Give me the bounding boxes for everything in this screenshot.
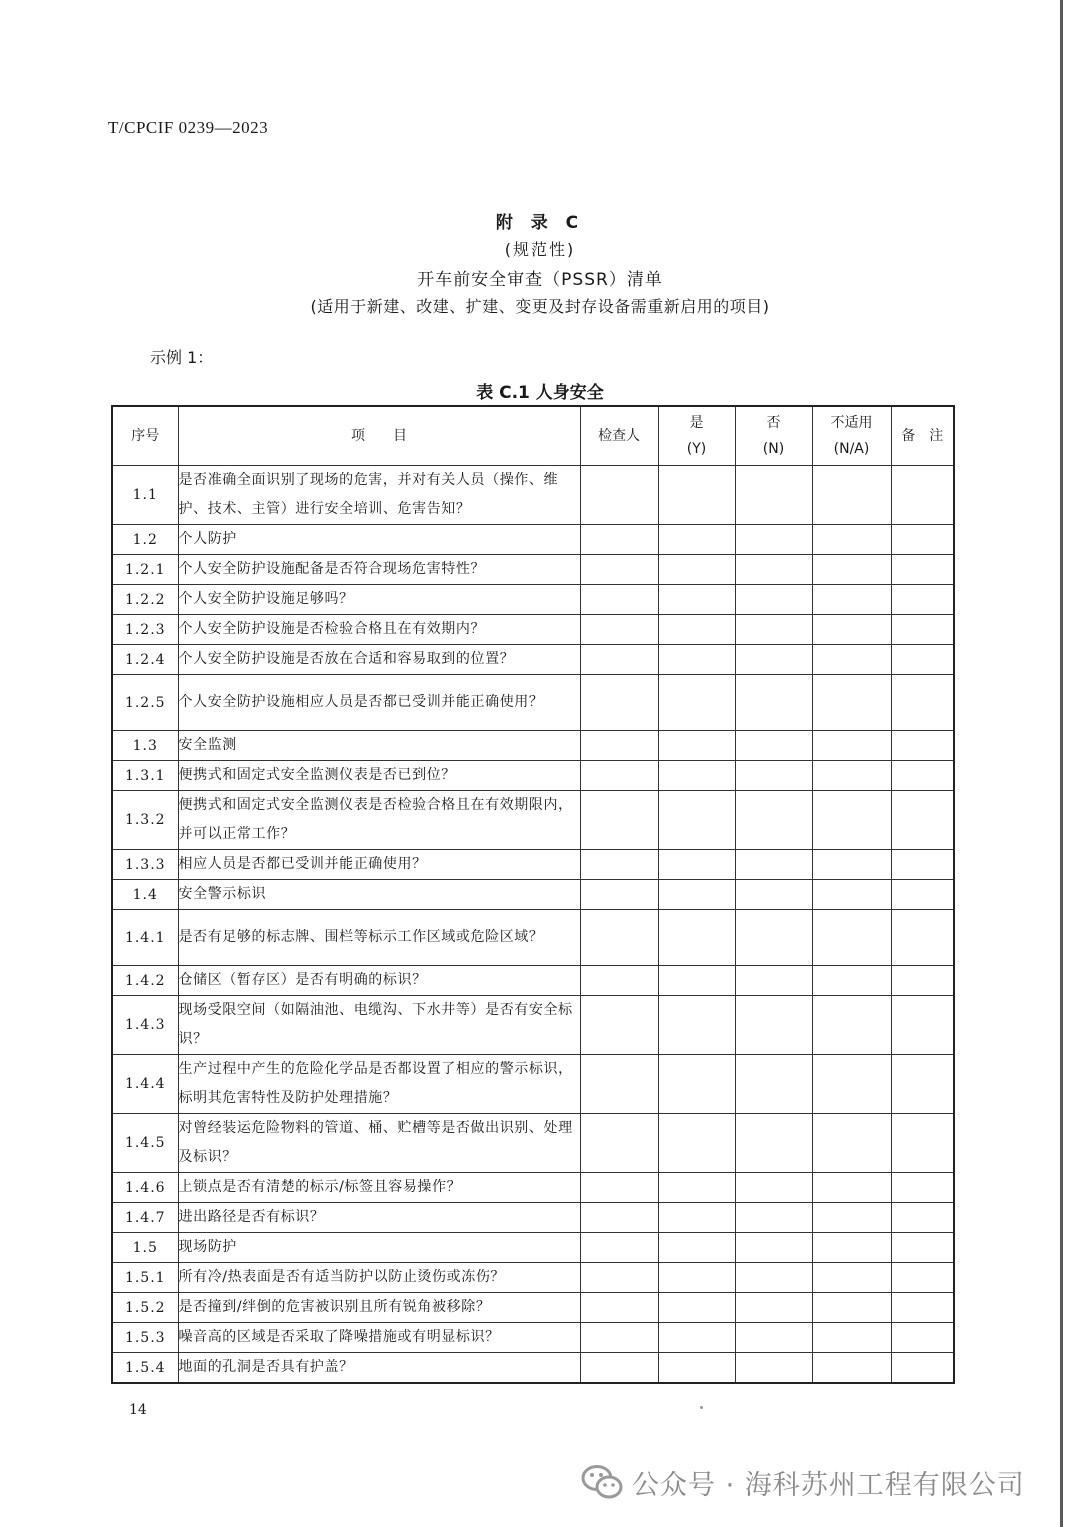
no-cell[interactable] (735, 645, 812, 675)
na-cell[interactable] (812, 675, 891, 731)
yes-cell[interactable] (658, 850, 735, 880)
yes-cell[interactable] (658, 1353, 735, 1384)
no-cell[interactable] (735, 675, 812, 731)
header-na-code: (N/A) (833, 441, 870, 457)
no-cell[interactable] (735, 1114, 812, 1173)
row-item-text: 个人安全防护设施是否放在合适和容易取到的位置？ (178, 645, 580, 675)
row-number: 1.3 (112, 731, 178, 761)
na-cell[interactable] (812, 585, 891, 615)
na-cell[interactable] (812, 466, 891, 525)
checker-cell[interactable] (580, 1173, 658, 1203)
checker-cell[interactable] (580, 525, 658, 555)
table-row (112, 1353, 954, 1384)
appendix-heading: 附 录 C (495, 213, 585, 233)
row-number: 1.2.4 (112, 645, 178, 675)
header-na (812, 406, 891, 466)
header-no: 序号 (112, 406, 178, 466)
row-item-text: 安全警示标识 (178, 880, 580, 910)
yes-cell[interactable] (658, 1173, 735, 1203)
table-row (112, 1203, 954, 1233)
yes-cell[interactable] (658, 466, 735, 525)
no-cell[interactable] (735, 615, 812, 645)
note-cell[interactable] (891, 910, 954, 966)
note-cell[interactable] (891, 996, 954, 1055)
checklist-title: 开车前安全审查（PSSR）清单 (417, 270, 663, 290)
na-cell[interactable] (812, 615, 891, 645)
no-cell[interactable] (735, 555, 812, 585)
note-cell[interactable] (891, 466, 954, 525)
no-cell[interactable] (735, 791, 812, 850)
row-number: 1.2 (112, 525, 178, 555)
table-header-row (112, 406, 954, 466)
checker-cell[interactable] (580, 996, 658, 1055)
yes-cell[interactable] (658, 645, 735, 675)
row-number: 1.4.2 (112, 966, 178, 996)
table-row (112, 555, 954, 585)
yes-cell[interactable] (658, 1293, 735, 1323)
table-row (112, 615, 954, 645)
checker-cell[interactable] (580, 1233, 658, 1263)
checker-cell[interactable] (580, 1293, 658, 1323)
header-no-answer (735, 406, 812, 466)
row-item-text: 地面的孔洞是否具有护盖？ (178, 1353, 580, 1384)
note-cell[interactable] (891, 880, 954, 910)
na-cell[interactable] (812, 1173, 891, 1203)
watermark-text: 公众号 · 海科苏州工程有限公司 (632, 1469, 1025, 1501)
header-checker: 检查人 (580, 406, 658, 466)
no-cell[interactable] (735, 585, 812, 615)
checker-cell[interactable] (580, 880, 658, 910)
row-number: 1.2.1 (112, 555, 178, 585)
na-cell[interactable] (812, 996, 891, 1055)
table-row (112, 880, 954, 910)
header-no-label: 否 (766, 415, 781, 431)
checker-cell[interactable] (580, 731, 658, 761)
yes-cell[interactable] (658, 525, 735, 555)
table-row (112, 1055, 954, 1114)
no-cell[interactable] (735, 850, 812, 880)
row-number: 1.3.2 (112, 791, 178, 850)
checker-cell[interactable] (580, 1323, 658, 1353)
checker-cell[interactable] (580, 615, 658, 645)
na-cell[interactable] (812, 555, 891, 585)
table-row (112, 645, 954, 675)
checker-cell[interactable] (580, 1263, 658, 1293)
note-cell[interactable] (891, 1114, 954, 1173)
na-cell[interactable] (812, 1293, 891, 1323)
no-cell[interactable] (735, 1055, 812, 1114)
yes-cell[interactable] (658, 996, 735, 1055)
na-cell[interactable] (812, 1055, 891, 1114)
checker-cell[interactable] (580, 850, 658, 880)
note-cell[interactable] (891, 585, 954, 615)
na-cell[interactable] (812, 1323, 891, 1353)
note-cell[interactable] (891, 1293, 954, 1323)
header-yes-code: (Y) (686, 441, 707, 457)
note-cell[interactable] (891, 761, 954, 791)
yes-cell[interactable] (658, 731, 735, 761)
no-cell[interactable] (735, 1323, 812, 1353)
header-note: 备 注 (891, 406, 954, 466)
normative-label: (规范性) (504, 240, 576, 259)
na-cell[interactable] (812, 1203, 891, 1233)
table-row (112, 996, 954, 1055)
row-number: 1.3.1 (112, 761, 178, 791)
row-item-text: 相应人员是否都已受训并能正确使用？ (178, 850, 580, 880)
na-cell[interactable] (812, 645, 891, 675)
row-item-text: 仓储区（暂存区）是否有明确的标识？ (178, 966, 580, 996)
row-number: 1.4.5 (112, 1114, 178, 1173)
no-cell[interactable] (735, 1173, 812, 1203)
scope-note: (适用于新建、改建、扩建、变更及封存设备需重新启用的项目) (310, 297, 770, 316)
row-number: 1.3.3 (112, 850, 178, 880)
row-item-text: 对曾经装运危险物料的管道、桶、贮槽等是否做出识别、处理及标识？ (178, 1114, 580, 1173)
table-row (112, 525, 954, 555)
yes-cell[interactable] (658, 585, 735, 615)
wechat-icon (580, 1462, 624, 1502)
row-item-text: 个人安全防护设施足够吗？ (178, 585, 580, 615)
yes-cell[interactable] (658, 1323, 735, 1353)
no-cell[interactable] (735, 1353, 812, 1384)
row-item-text: 个人安全防护设施配备是否符合现场危害特性？ (178, 555, 580, 585)
table-row (112, 966, 954, 996)
row-item-text: 便携式和固定式安全监测仪表是否检验合格且在有效期限内，并可以正常工作？ (178, 791, 580, 850)
row-item-text: 是否撞到/绊倒的危害被识别且所有锐角被移除？ (178, 1293, 580, 1323)
header-na-label: 不适用 (830, 415, 873, 431)
row-number: 1.1 (112, 466, 178, 525)
row-item-text: 所有冷/热表面是否有适当防护以防止烫伤或冻伤？ (178, 1263, 580, 1293)
no-cell[interactable] (735, 910, 812, 966)
table-row (112, 1114, 954, 1173)
checker-cell[interactable] (580, 910, 658, 966)
note-cell[interactable] (891, 1055, 954, 1114)
row-item-text: 现场受限空间（如隔油池、电缆沟、下水井等）是否有安全标识？ (178, 996, 580, 1055)
row-number: 1.2.5 (112, 675, 178, 731)
row-number: 1.4.3 (112, 996, 178, 1055)
no-cell[interactable] (735, 761, 812, 791)
table-row (112, 466, 954, 525)
note-cell[interactable] (891, 555, 954, 585)
row-item-text: 个人安全防护设施相应人员是否都已受训并能正确使用？ (178, 675, 580, 731)
na-cell[interactable] (812, 791, 891, 850)
na-cell[interactable] (812, 880, 891, 910)
na-cell[interactable] (812, 525, 891, 555)
yes-cell[interactable] (658, 1263, 735, 1293)
table-row (112, 1233, 954, 1263)
yes-cell[interactable] (658, 910, 735, 966)
row-item-text: 上锁点是否有清楚的标示/标签且容易操作？ (178, 1173, 580, 1203)
na-cell[interactable] (812, 761, 891, 791)
row-item-text: 现场防护 (178, 1233, 580, 1263)
table-caption: 表 C.1 人身安全 (476, 383, 604, 403)
checklist-table-wrapper (111, 405, 953, 1384)
no-cell[interactable] (735, 1233, 812, 1263)
table-row (112, 1173, 954, 1203)
header-yes (658, 406, 735, 466)
checker-cell[interactable] (580, 585, 658, 615)
note-cell[interactable] (891, 1353, 954, 1384)
na-cell[interactable] (812, 731, 891, 761)
note-cell[interactable] (891, 850, 954, 880)
note-cell[interactable] (891, 791, 954, 850)
table-row (112, 910, 954, 966)
yes-cell[interactable] (658, 880, 735, 910)
na-cell[interactable] (812, 910, 891, 966)
table-row (112, 1323, 954, 1353)
checker-cell[interactable] (580, 1203, 658, 1233)
yes-cell[interactable] (658, 761, 735, 791)
na-cell[interactable] (812, 1233, 891, 1263)
no-cell[interactable] (735, 525, 812, 555)
row-item-text: 噪音高的区域是否采取了降噪措施或有明显标识？ (178, 1323, 580, 1353)
note-cell[interactable] (891, 731, 954, 761)
row-item-text: 进出路径是否有标识？ (178, 1203, 580, 1233)
note-cell[interactable] (891, 1263, 954, 1293)
row-number: 1.4.7 (112, 1203, 178, 1233)
row-item-text: 是否有足够的标志牌、围栏等标示工作区域或危险区域？ (178, 910, 580, 966)
no-cell[interactable] (735, 996, 812, 1055)
table-row (112, 675, 954, 731)
na-cell[interactable] (812, 1353, 891, 1384)
scan-speck (700, 1406, 703, 1409)
checker-cell[interactable] (580, 791, 658, 850)
table-row (112, 1293, 954, 1323)
watermark (580, 1462, 1025, 1502)
checker-cell[interactable] (580, 1114, 658, 1173)
header-item: 项 目 (178, 406, 580, 466)
header-no-code: (N) (762, 441, 785, 457)
row-number: 1.4.1 (112, 910, 178, 966)
yes-cell[interactable] (658, 1114, 735, 1173)
row-number: 1.2.3 (112, 615, 178, 645)
yes-cell[interactable] (658, 675, 735, 731)
example-label: 示例 1： (150, 348, 214, 367)
checker-cell[interactable] (580, 1353, 658, 1384)
row-number: 1.4.4 (112, 1055, 178, 1114)
row-item-text: 是否准确全面识别了现场的危害，并对有关人员（操作、维护、技术、主管）进行安全培训、危害告知？ (178, 466, 580, 525)
row-item-text: 安全监测 (178, 731, 580, 761)
checker-cell[interactable] (580, 675, 658, 731)
row-item-text: 个人安全防护设施是否检验合格且在有效期内？ (178, 615, 580, 645)
no-cell[interactable] (735, 1293, 812, 1323)
na-cell[interactable] (812, 1263, 891, 1293)
row-number: 1.2.2 (112, 585, 178, 615)
note-cell[interactable] (891, 1203, 954, 1233)
checker-cell[interactable] (580, 1055, 658, 1114)
yes-cell[interactable] (658, 1203, 735, 1233)
row-number: 1.5.3 (112, 1323, 178, 1353)
note-cell[interactable] (891, 1233, 954, 1263)
note-cell[interactable] (891, 1173, 954, 1203)
na-cell[interactable] (812, 850, 891, 880)
na-cell[interactable] (812, 966, 891, 996)
document-code: T/CPCIF 0239—2023 (108, 118, 269, 137)
checker-cell[interactable] (580, 645, 658, 675)
no-cell[interactable] (735, 1203, 812, 1233)
table-row (112, 585, 954, 615)
note-cell[interactable] (891, 525, 954, 555)
checker-cell[interactable] (580, 555, 658, 585)
note-cell[interactable] (891, 615, 954, 645)
no-cell[interactable] (735, 966, 812, 996)
row-number: 1.5.2 (112, 1293, 178, 1323)
yes-cell[interactable] (658, 555, 735, 585)
no-cell[interactable] (735, 1263, 812, 1293)
yes-cell[interactable] (658, 1055, 735, 1114)
checklist-table (111, 405, 955, 1384)
page-number: 14 (129, 1402, 147, 1418)
row-number: 1.5.4 (112, 1353, 178, 1384)
yes-cell[interactable] (658, 966, 735, 996)
note-cell[interactable] (891, 645, 954, 675)
row-item-text: 生产过程中产生的危险化学品是否都设置了相应的警示标识，标明其危害特性及防护处理措施？ (178, 1055, 580, 1114)
row-number: 1.5.1 (112, 1263, 178, 1293)
checker-cell[interactable] (580, 966, 658, 996)
row-number: 1.5 (112, 1233, 178, 1263)
checker-cell[interactable] (580, 466, 658, 525)
table-row (112, 1263, 954, 1293)
row-number: 1.4.6 (112, 1173, 178, 1203)
table-row (112, 761, 954, 791)
row-item-text: 便携式和固定式安全监测仪表是否已到位？ (178, 761, 580, 791)
no-cell[interactable] (735, 731, 812, 761)
table-row (112, 850, 954, 880)
no-cell[interactable] (735, 466, 812, 525)
na-cell[interactable] (812, 1114, 891, 1173)
yes-cell[interactable] (658, 1233, 735, 1263)
note-cell[interactable] (891, 675, 954, 731)
no-cell[interactable] (735, 880, 812, 910)
header-yes-label: 是 (689, 415, 704, 431)
table-row (112, 791, 954, 850)
table-row (112, 731, 954, 761)
note-cell[interactable] (891, 1323, 954, 1353)
checker-cell[interactable] (580, 761, 658, 791)
table-body (112, 466, 954, 1384)
yes-cell[interactable] (658, 615, 735, 645)
row-item-text: 个人防护 (178, 525, 580, 555)
row-number: 1.4 (112, 880, 178, 910)
note-cell[interactable] (891, 966, 954, 996)
yes-cell[interactable] (658, 791, 735, 850)
